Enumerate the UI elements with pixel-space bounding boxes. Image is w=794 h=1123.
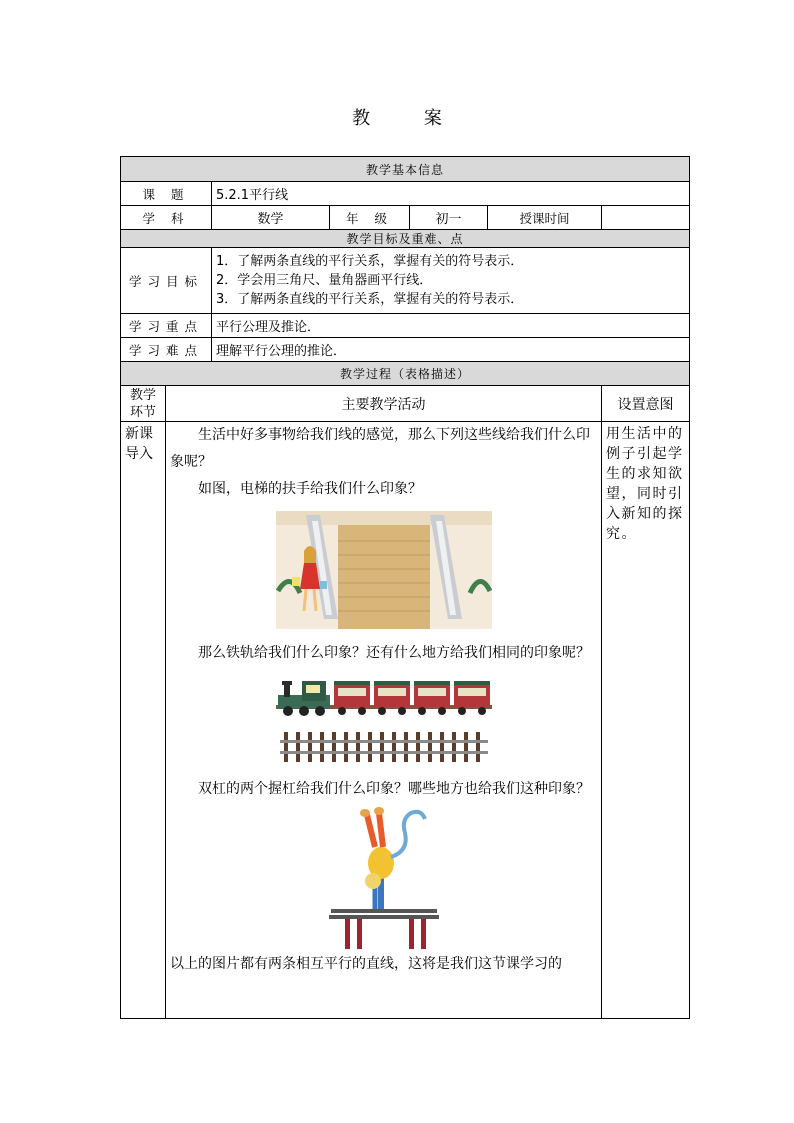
train-image bbox=[276, 675, 492, 719]
grade-label: 年 级 bbox=[330, 206, 410, 230]
objective-item: 1．了解两条直线的平行关系，掌握有关的符号表示． bbox=[216, 254, 524, 269]
activity-paragraph: 以上的图片都有两条相互平行的直线，这将是我们这节课学习的 bbox=[170, 956, 562, 972]
stage-column-header: 教学环节 bbox=[121, 386, 166, 422]
time-label: 授课时间 bbox=[488, 206, 602, 230]
activity-paragraph: 双杠的两个握杠给我们什么印象？哪些地方也给我们这种印象？ bbox=[198, 781, 590, 797]
activity-paragraph: 那么铁轨给我们什么印象？还有什么地方给我们相同的印象呢？ bbox=[198, 645, 590, 661]
topic-label: 课 题 bbox=[121, 182, 212, 206]
railway-track-image bbox=[280, 732, 488, 762]
intent-column-header: 设置意图 bbox=[602, 386, 690, 422]
activity-paragraph: 生活中好多事物给我们线的感觉，那么下列这些线给我们什么印象呢？ bbox=[170, 427, 590, 470]
stage-name: 新课导入 bbox=[121, 422, 166, 1019]
objectives-list bbox=[212, 248, 690, 314]
key-point-label: 学习重点 bbox=[121, 314, 212, 338]
activity-paragraph: 如图，电梯的扶手给我们什么印象？ bbox=[198, 481, 422, 497]
objectives-label: 学习目标 bbox=[121, 248, 212, 314]
activity-column-header: 主要教学活动 bbox=[166, 386, 602, 422]
objectives-header: 教学目标及重难、点 bbox=[121, 230, 690, 248]
escalator-image bbox=[276, 511, 492, 629]
topic-value: 5.2.1平行线 bbox=[212, 182, 690, 206]
objective-item: 3．了解两条直线的平行关系，掌握有关的符号表示． bbox=[216, 292, 524, 307]
basic-info-header: 教学基本信息 bbox=[121, 157, 690, 182]
difficulty-label: 学习难点 bbox=[121, 338, 212, 362]
subject-label: 学 科 bbox=[121, 206, 212, 230]
document-title: 教 案 bbox=[352, 108, 466, 129]
objective-item: 2．学会用三角尺、量角器画平行线． bbox=[216, 273, 433, 288]
subject-value: 数学 bbox=[212, 206, 330, 230]
parallel-bars-monkey-image bbox=[329, 805, 439, 951]
time-value bbox=[602, 206, 690, 230]
key-point-value: 平行公理及推论． bbox=[212, 314, 690, 338]
difficulty-value: 理解平行公理的推论． bbox=[212, 338, 690, 362]
grade-value: 初一 bbox=[410, 206, 488, 230]
lesson-plan-table bbox=[120, 156, 690, 1019]
main-activity-cell bbox=[166, 422, 602, 1019]
process-header: 教学过程（表格描述） bbox=[121, 362, 690, 386]
design-intent: 用生活中的例子引起学生的求知欲望，同时引入新知的探究。 bbox=[602, 422, 690, 1019]
